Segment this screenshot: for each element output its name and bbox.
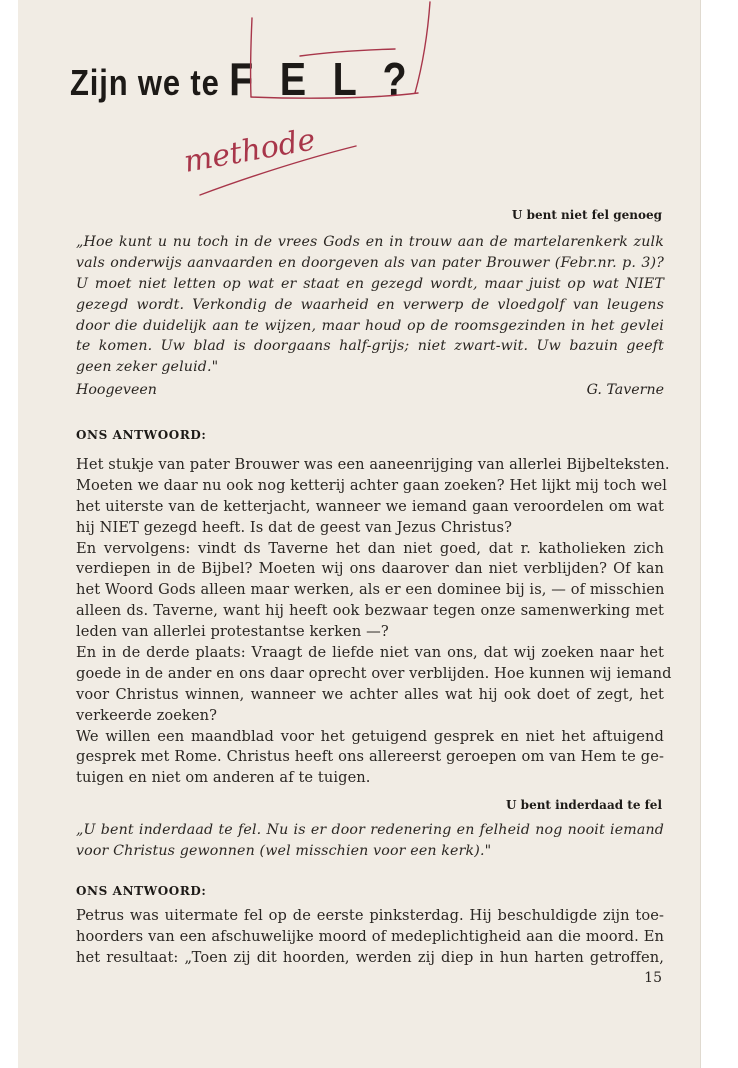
quote-line: te komen. Uw blad is doorgaans half-grijs; niet zwart-wit. Uw bazuin geeft [76,338,664,355]
page-title [70,52,414,106]
body-line: Petrus was uitermate fel op de eerste pinksterdag. Hij beschuldigde zijn toe- [76,907,664,924]
body-line: tuigen en niet om anderen af te tuigen. [76,769,371,787]
body-line: hoorders van een afschuwelijke moord of medeplichtigheid aan die moord. En [76,927,664,945]
ink-word-methode: methode [181,122,318,180]
page-number: 15 [644,970,662,986]
quote-line: „U bent inderdaad te fel. Nu is er door redenering en felheid nog nooit iemand [76,822,664,838]
body-line: verkeerde zoeken? [76,706,218,724]
body-line: Het stukje van pater Brouwer was een aaneenrijging van allerlei Bijbelteksten. [76,456,670,473]
quote-line: „Hoe kunt u nu toch in de vrees Gods en in trouw aan de martelarenkerk zulk [76,234,664,250]
quote-line: gezegd wordt. Verkondig de waarheid en verwerp de vloedgolf van leugens [76,296,664,313]
body-line: En vervolgens: vindt ds Taverne het dan niet goed, dat r. katholieken zich [76,539,664,557]
signature-author: G. Taverne [586,382,664,398]
body-line: gesprek met Rome. Christus heeft ons allereerst geroepen om van Hem te ge- [76,748,664,766]
section2-heading: U bent inderdaad te fel [506,798,662,812]
section2-quote [76,820,664,862]
quote-line: geen zeker geluid." [76,359,219,376]
body-line: hij NIET gezegd heeft. Is dat de geest van Jezus Christus? [76,518,513,536]
section1-heading: U bent niet fel genoeg [511,208,662,222]
answer1-body [76,455,672,789]
quote-line: vals onderwijs aanvaarden en doorgeven als van pater Brouwer (Febr.nr. p. 3)? [76,254,664,271]
section1-quote [76,232,664,378]
answer2-heading: ONS ANTWOORD: [76,884,207,898]
body-line: alleen ds. Taverne, want hij heeft ook bezwaar tegen onze samenwerking met [76,602,664,620]
body-line: Moeten we daar nu ook nog ketterij achter gaan zoeken? Het lijkt mij toch wel [76,476,668,494]
quote-line: voor Christus gewonnen (wel misschien voor een kerk)." [76,842,492,859]
body-line: We willen een maandblad voor het getuigend gesprek en niet het aftuigend [76,727,664,745]
body-line: het Woord Gods alleen maar werken, als er een dominee bij is, — of misschien [76,581,665,599]
body-line: het resultaat: „Toen zij dit hoorden, werden zij diep in hun harten getroffen, [76,948,664,966]
answer1-heading: ONS ANTWOORD: [76,428,207,442]
body-line: goede in de ander en ons daar oprecht over verblijden. Hoe kunnen wij iemand [76,664,672,682]
title-prefix: Zijn we te [70,62,220,103]
quote-line: U moet niet letten op wat er staat en gezegd wordt, maar juist op wat NIET [76,275,664,292]
answer2-body [76,906,664,969]
body-line: En in de derde plaats: Vraagt de liefde niet van ons, dat wij zoeken naar het [76,644,664,662]
signature-place: Hoogeveen [76,382,157,398]
body-line: voor Christus winnen, wanneer we achter alles wat hij ook doet of zegt, het [76,685,664,703]
section1-signature [76,382,664,398]
body-line: het uiterste van de ketterjacht, wanneer we iemand gaan veroordelen om wat [76,497,664,515]
body-line: leden van allerlei protestantse kerken —? [76,623,389,641]
title-fel: F E L ? [229,53,415,105]
body-line: verdiepen in de Bijbel? Moeten wij ons daarover dan niet verblijden? Of kan [76,560,664,578]
quote-line: door die duidelijk aan te wijzen, maar houd op de roomsgezinden in het gevlei [76,317,664,334]
